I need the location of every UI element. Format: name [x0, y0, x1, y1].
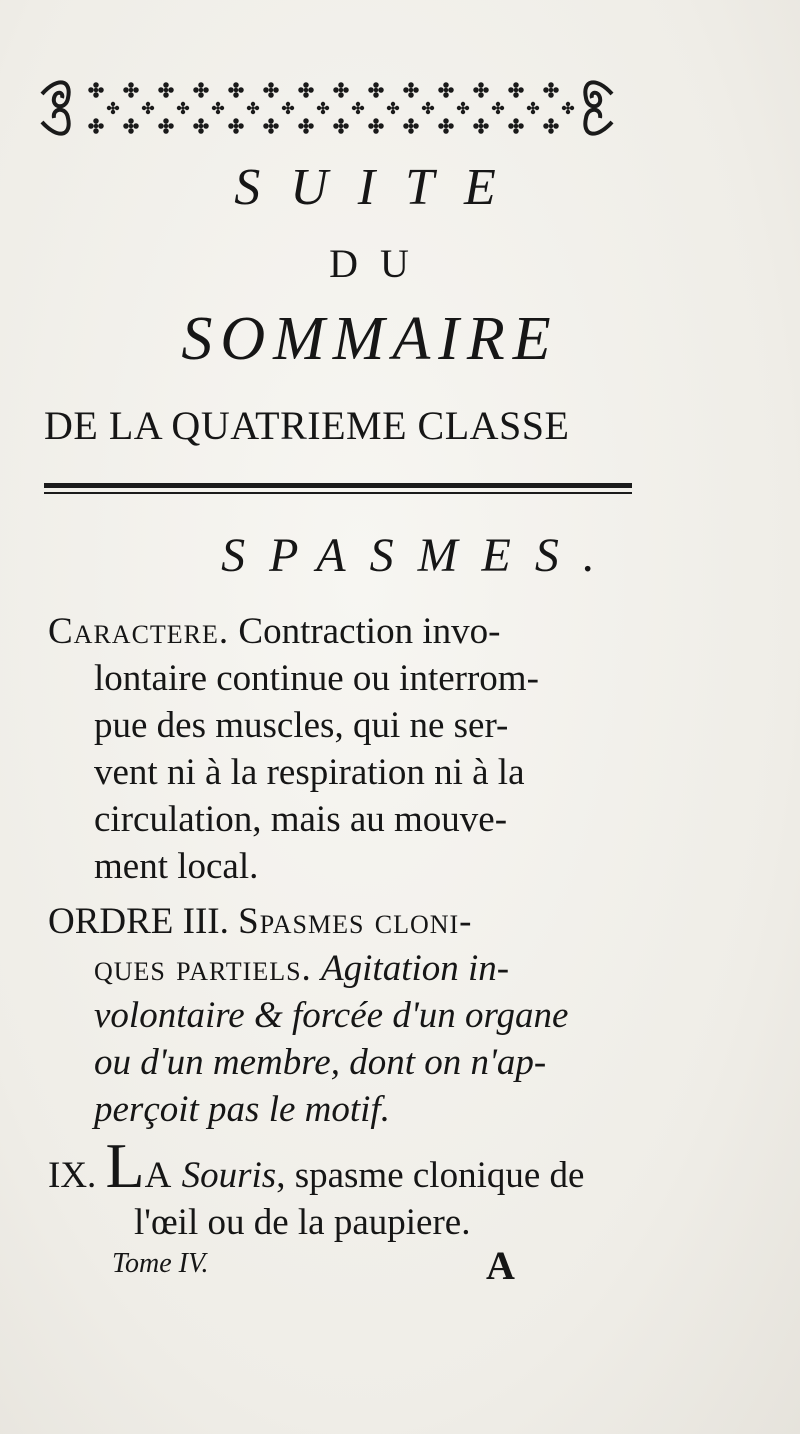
fleuron-icon	[123, 118, 139, 134]
fleuron-icon	[438, 118, 454, 134]
thick-rule	[44, 483, 632, 488]
fleuron-icon	[123, 82, 139, 98]
caractere-paragraph	[48, 608, 648, 890]
fleuron-icon	[142, 102, 154, 114]
entry-line2: l'œil ou de la paupiere.	[134, 1202, 471, 1243]
ordre-title-cont: ques partiels.	[94, 948, 312, 989]
fleuron-ornament-band	[38, 72, 616, 142]
fleuron-icon	[368, 118, 384, 134]
fleuron-icon	[298, 118, 314, 134]
thin-rule	[44, 492, 632, 494]
fleuron-icon	[228, 118, 244, 134]
fleuron-icon	[508, 82, 524, 98]
title-du: DU	[329, 241, 431, 286]
ordre-paragraph	[48, 898, 648, 1133]
entry-text-b: , spasme clonique de	[276, 1155, 585, 1196]
ordre-title: Spasmes cloni-	[238, 901, 473, 942]
fleuron-icon	[212, 102, 224, 114]
entry-paragraph	[48, 1130, 648, 1246]
fleuron-icon	[387, 102, 399, 114]
fleuron-icon	[403, 82, 419, 98]
fleuron-icon	[562, 102, 574, 114]
fleuron-icon	[88, 82, 104, 98]
title-class-name: DE LA QUATRIEME CLASSE	[44, 403, 570, 448]
fleuron-icon	[158, 82, 174, 98]
fleuron-icon	[263, 118, 279, 134]
caractere-line2: lontaire continue ou interrom-	[94, 658, 539, 699]
entry-number: IX.	[48, 1155, 97, 1196]
fleuron-icon	[263, 82, 279, 98]
ordre-line2: volontaire & forcée d'un organe	[94, 995, 569, 1036]
fleuron-icon	[527, 102, 539, 114]
caractere-line3: pue des muscles, qui ne ser-	[94, 705, 509, 746]
fleuron-icon	[543, 82, 559, 98]
fleuron-icon	[492, 102, 504, 114]
signature-mark: Tome IV.	[112, 1248, 209, 1279]
fleuron-icon	[333, 118, 349, 134]
fleuron-icon	[158, 118, 174, 134]
fleuron-icon	[473, 82, 489, 98]
title-sommaire: SOMMAIRE	[181, 305, 559, 373]
fleuron-icon	[438, 82, 454, 98]
entry-dropcap: L	[105, 1130, 145, 1201]
fleuron-icon	[247, 102, 259, 114]
entry-text-a: A	[144, 1155, 173, 1196]
caractere-line4: vent ni à la respiration ni à la	[94, 752, 525, 793]
fleuron-icon	[88, 118, 104, 134]
fleuron-icon	[193, 118, 209, 134]
caractere-line5: circulation, mais au mouve-	[94, 799, 508, 840]
entry-disease-name: Souris	[181, 1155, 277, 1196]
caractere-line1: Contraction invo-	[238, 611, 501, 652]
fleuron-icon	[457, 102, 469, 114]
section-title: SPASMES.	[221, 529, 619, 582]
fleuron-icon	[228, 82, 244, 98]
fleuron-icon	[473, 118, 489, 134]
caractere-line6: ment local.	[94, 846, 259, 887]
fleuron-icon	[508, 118, 524, 134]
fleuron-icon	[403, 118, 419, 134]
ordre-line4: perçoit pas le motif.	[94, 1089, 390, 1130]
ordre-label: ORDRE III.	[48, 901, 229, 942]
fleuron-icon	[107, 102, 119, 114]
title-suite: SUITE	[234, 159, 526, 216]
fleuron-icon	[317, 102, 329, 114]
fleuron-icon	[298, 82, 314, 98]
fleuron-icon	[352, 102, 364, 114]
ordre-line3: ou d'un membre, dont on n'ap-	[94, 1042, 547, 1083]
caractere-label: Caractere.	[48, 611, 230, 652]
gathering-letter: A	[486, 1243, 515, 1288]
fleuron-icon	[422, 102, 434, 114]
fleuron-icon	[282, 102, 294, 114]
fleuron-icon	[333, 82, 349, 98]
fleuron-icon	[543, 118, 559, 134]
fleuron-icon	[368, 82, 384, 98]
ordre-line1: Agitation in-	[321, 948, 510, 989]
fleuron-icon	[177, 102, 189, 114]
fleuron-icon	[193, 82, 209, 98]
